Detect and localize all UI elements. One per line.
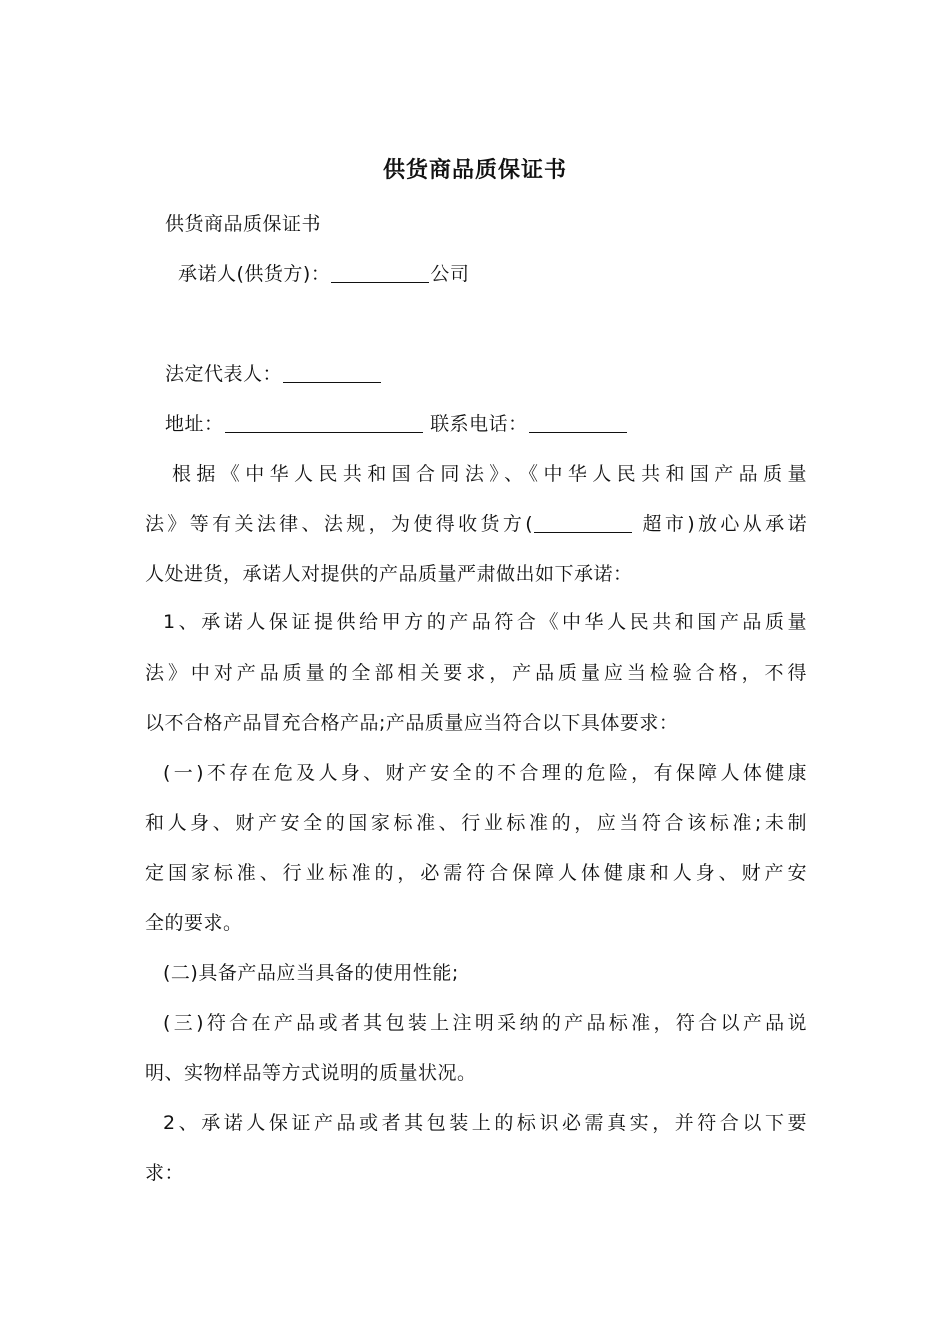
address-label: 地址： — [165, 413, 224, 435]
sub2-line-1: (二)具备产品应当具备的使用性能; — [163, 962, 459, 984]
document-title: 供货商品质保证书 — [382, 158, 567, 183]
intro-line-2 — [145, 507, 807, 541]
phone-blank — [529, 412, 627, 433]
item1-line-3: 以不合格产品冒充合格产品;产品质量应当符合以下具体要求： — [145, 712, 679, 734]
promisor-label: 承诺人(供货方)： — [178, 263, 331, 285]
item1-line-1: 1、承诺人保证提供给甲方的产品符合《中华人民共和国产品质量 — [163, 611, 807, 633]
phone-label: 联系电话： — [430, 413, 528, 435]
sub1-line-2: 和人身、财产安全的国家标准、行业标准的，应当符合该标准;未制 — [145, 812, 807, 834]
item2-line-1: 2、承诺人保证产品或者其包装上的标识必需真实，并符合以下要 — [163, 1112, 807, 1134]
sub3-line-1: (三)符合在产品或者其包装上注明采纳的产品标准，符合以产品说 — [163, 1012, 807, 1034]
address-blank — [225, 412, 423, 433]
sub1-line-4: 全的要求。 — [145, 912, 243, 934]
sub3-line-2: 明、实物样品等方式说明的质量状况。 — [145, 1062, 477, 1084]
intro-line-1: 根据《中华人民共和国合同法》、《中华人民共和国产品质量 — [172, 463, 807, 485]
legal-rep-blank — [283, 362, 381, 383]
legal-rep-line — [165, 357, 827, 391]
legal-rep-label: 法定代表人： — [165, 363, 283, 385]
address-line — [165, 407, 827, 441]
supermarket-blank — [534, 512, 632, 533]
item2-line-2: 求： — [145, 1162, 185, 1184]
promisor-blank — [331, 262, 429, 283]
sub1-line-1: (一)不存在危及人身、财产安全的不合理的危险，有保障人体健康 — [163, 762, 807, 784]
document-subtitle: 供货商品质保证书 — [165, 213, 322, 235]
intro-line-2a: 法》等有关法律、法规，为使得收货方( — [145, 513, 534, 535]
intro-line-2b: 超市)放心从承诺 — [642, 513, 807, 535]
promisor-suffix: 公司 — [430, 263, 470, 285]
promisor-line — [178, 257, 840, 291]
intro-line-3: 人处进货，承诺人对提供的产品质量严肃做出如下承诺： — [145, 563, 633, 585]
item1-line-2: 法》中对产品质量的全部相关要求，产品质量应当检验合格，不得 — [145, 662, 807, 684]
sub1-line-3: 定国家标准、行业标准的，必需符合保障人体健康和人身、财产安 — [145, 862, 807, 884]
